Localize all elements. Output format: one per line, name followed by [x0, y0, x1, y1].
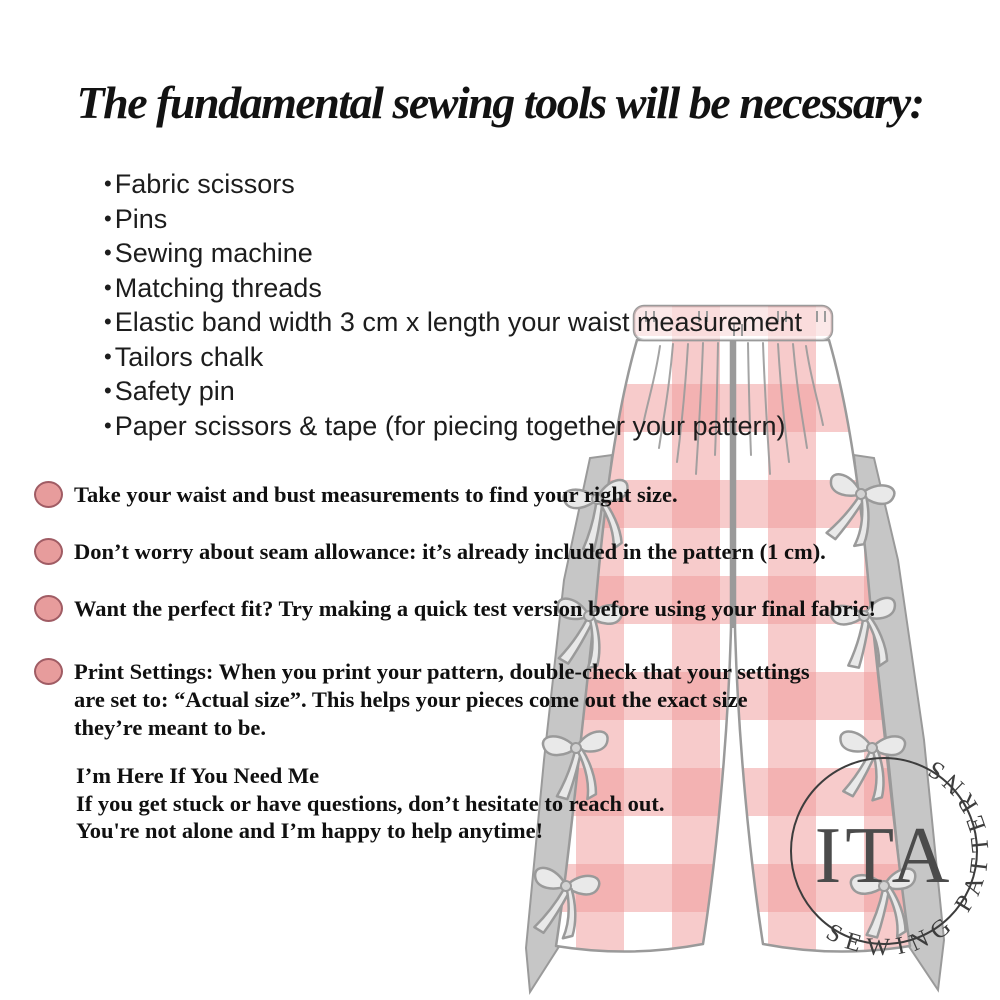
tools-list — [104, 167, 802, 443]
bullet-dot: • — [104, 412, 112, 438]
tip-text: Want the perfect fit? Try making a quick test version before using your final fabric! — [74, 596, 877, 621]
pink-circle-bullet — [34, 538, 63, 565]
tip-text: Take your waist and bust measurements to find your right size. — [74, 482, 678, 507]
bullet-dot: • — [104, 309, 112, 334]
list-item: • Tailors chalk — [104, 341, 264, 372]
page-title: The fundamental sewing tools will be necessary: — [76, 77, 924, 128]
pink-circle-bullet — [34, 481, 63, 508]
tip-text: Don’t worry about seam allowance: it’s already included in the pattern (1 cm). — [74, 539, 826, 564]
closing-heading: I’m Here If You Need Me — [76, 763, 320, 788]
logo-arc-text: SEWING PATTERNS — [821, 750, 995, 962]
tip-row — [34, 538, 826, 566]
tip-row — [34, 595, 876, 623]
closing-line: You're not alone and I’m happy to help anytime! — [76, 818, 544, 843]
list-item: • Safety pin — [104, 376, 235, 406]
closing-line: If you get stuck or have questions, don’t hesitate to reach out. — [76, 790, 665, 816]
list-item: • Sewing machine — [104, 238, 313, 268]
list-item: • Matching threads — [104, 272, 322, 303]
logo-monogram: ITA — [814, 812, 954, 900]
bullet-dot: • — [104, 240, 112, 265]
list-item: • Pins — [104, 203, 168, 234]
closing-note — [76, 762, 665, 845]
list-item: • Fabric scissors — [104, 169, 295, 199]
tip-row — [34, 481, 678, 509]
bullet-dot: • — [104, 378, 112, 403]
bullet-dot: • — [104, 205, 112, 231]
bullet-dot: • — [104, 171, 112, 196]
bullet-dot: • — [104, 274, 112, 300]
tip-text: Print Settings: When you print your pattern, double-check that your settings are set to: “Actual size”. This helps your pieces come out the exact size they’re meant to be. — [74, 659, 810, 740]
list-item: • Elastic band width 3 cm x length your waist measurement — [104, 307, 803, 337]
pink-circle-bullet — [34, 658, 63, 685]
list-item: • Paper scissors & tape (for piecing together your pattern) — [104, 410, 786, 441]
bullet-dot: • — [104, 343, 112, 369]
tip-row — [34, 658, 810, 742]
pink-circle-bullet — [34, 595, 63, 622]
